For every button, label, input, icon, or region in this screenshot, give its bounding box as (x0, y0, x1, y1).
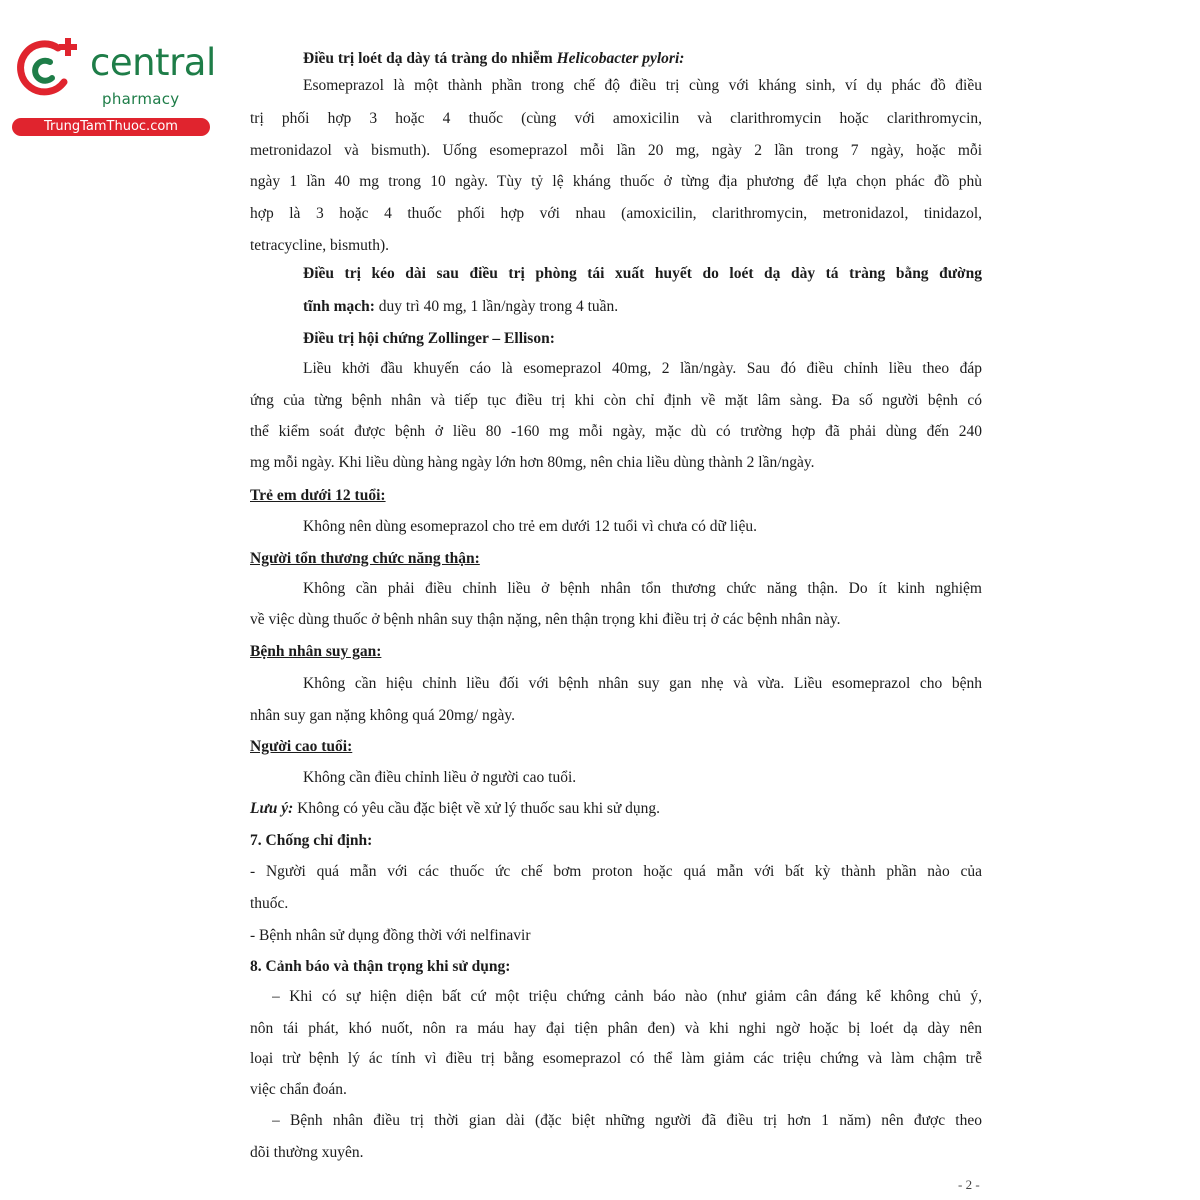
list-item: thuốc. (250, 895, 289, 912)
paragraph-line: thể kiểm soát được bệnh ở liều 80 -160 mg mỗi ngày, mặc dù có trường hợp đã phải dùng đến 240 (250, 423, 982, 440)
paragraph-line: Không cần hiệu chỉnh liều đối với bệnh nhân suy gan nhẹ và vừa. Liều esomeprazol cho bệnh (303, 675, 982, 692)
list-item: – Khi có sự hiện diện bất cứ một triệu chứng cảnh báo nào (như giảm cân đáng kể không chủ ý, (272, 988, 982, 1005)
paragraph-line: ngày 1 lần 40 mg trong 10 ngày. Tùy tỷ lệ kháng thuốc ở từng địa phương để lựa chọn phác đồ phù (250, 173, 982, 190)
paragraph-line: hợp là 3 hoặc 4 thuốc phối hợp với nhau (amoxicilin, clarithromycin, metronidazol, tinidazol, (250, 205, 982, 222)
heading-h-pylori: Điều trị loét dạ dày tá tràng do nhiễm Helicobacter pylori: (303, 50, 685, 67)
note-line: Lưu ý: Không có yêu cầu đặc biệt về xử lý thuốc sau khi sử dụng. (250, 800, 661, 817)
central-pharmacy-logo (12, 36, 216, 136)
heading-elderly: Người cao tuổi: (250, 738, 353, 755)
list-item: nôn tái phát, khó nuốt, nôn ra máu hay đại tiện phân đen) và khi nghi ngờ hoặc bị loét dạ dày nên (250, 1020, 982, 1037)
paragraph-line: ứng của từng bệnh nhân và tiếp tục điều trị khi còn chỉ định về mặt lâm sàng. Đa số người bệnh có (250, 392, 982, 409)
central-logo-icon (12, 38, 82, 100)
paragraph-line: Không cần phải điều chỉnh liều ở bệnh nhân tổn thương chức năng thận. Do ít kinh nghiệm (303, 580, 982, 597)
paragraph-line: Không nên dùng esomeprazol cho trẻ em dưới 12 tuổi vì chưa có dữ liệu. (303, 518, 757, 535)
paragraph-line: mg mỗi ngày. Khi liều dùng hàng ngày lớn hơn 80mg, nên chia liều dùng thành 2 lần/ngày. (250, 454, 815, 471)
paragraph-line: Không cần điều chỉnh liều ở người cao tuổi. (303, 769, 577, 786)
heading-contraindications: 7. Chống chỉ định: (250, 832, 373, 849)
list-item: - Người quá mẫn với các thuốc ức chế bơm proton hoặc quá mẫn với bất kỳ thành phần nào của (250, 863, 982, 880)
paragraph-line: về việc dùng thuốc ở bệnh nhân suy thận nặng, nên thận trọng khi điều trị ở các bệnh nhân này. (250, 611, 841, 628)
list-item: – Bệnh nhân điều trị thời gian dài (đặc biệt những người đã điều trị hơn 1 năm) nên được theo (272, 1112, 982, 1129)
heading-zollinger-ellison: Điều trị hội chứng Zollinger – Ellison: (303, 330, 555, 347)
brand-name: central (90, 41, 216, 84)
brand-subtitle: pharmacy (102, 90, 180, 108)
heading-renal: Người tổn thương chức năng thận: (250, 550, 480, 567)
list-item: việc chẩn đoán. (250, 1081, 347, 1098)
list-item: - Bệnh nhân sử dụng đồng thời với nelfinavir (250, 927, 531, 944)
page-number: - 2 - (958, 1177, 980, 1192)
paragraph-line: metronidazol và bismuth). Uống esomeprazol mỗi lần 20 mg, ngày 2 lần trong 7 ngày, hoặc mỗi (250, 142, 982, 159)
heading-children: Trẻ em dưới 12 tuổi: (250, 487, 386, 504)
paragraph-line: Liều khởi đầu khuyến cáo là esomeprazol 40mg, 2 lần/ngày. Sau đó điều chỉnh liều theo đáp (303, 360, 982, 377)
paragraph-line: nhân suy gan nặng không quá 20mg/ ngày. (250, 707, 516, 724)
heading-warnings: 8. Cảnh báo và thận trọng khi sử dụng: (250, 958, 511, 975)
paragraph-line: tĩnh mạch: duy trì 40 mg, 1 lần/ngày trong 4 tuần. (303, 298, 619, 315)
paragraph-line: Esomeprazol là một thành phần trong chế độ điều trị cùng với kháng sinh, ví dụ phác đồ điều (303, 77, 982, 94)
list-item: loại trừ bệnh lý ác tính vì điều trị bằng esomeprazol có thể làm giảm các triệu chứng và làm chậm trễ (250, 1050, 982, 1067)
paragraph-line: tetracycline, bismuth). (250, 237, 390, 254)
brand-site-link[interactable]: TrungTamThuoc.com (12, 118, 210, 136)
heading-liver: Bệnh nhân suy gan: (250, 643, 382, 660)
list-item: dõi thường xuyên. (250, 1144, 364, 1161)
paragraph-line: trị phối hợp 3 hoặc 4 thuốc (cùng với amoxicilin và clarithromycin hoặc clarithromycin, (250, 110, 982, 127)
heading-rebleeding: Điều trị kéo dài sau điều trị phòng tái xuất huyết do loét dạ dày tá tràng bằng đường (303, 265, 982, 282)
